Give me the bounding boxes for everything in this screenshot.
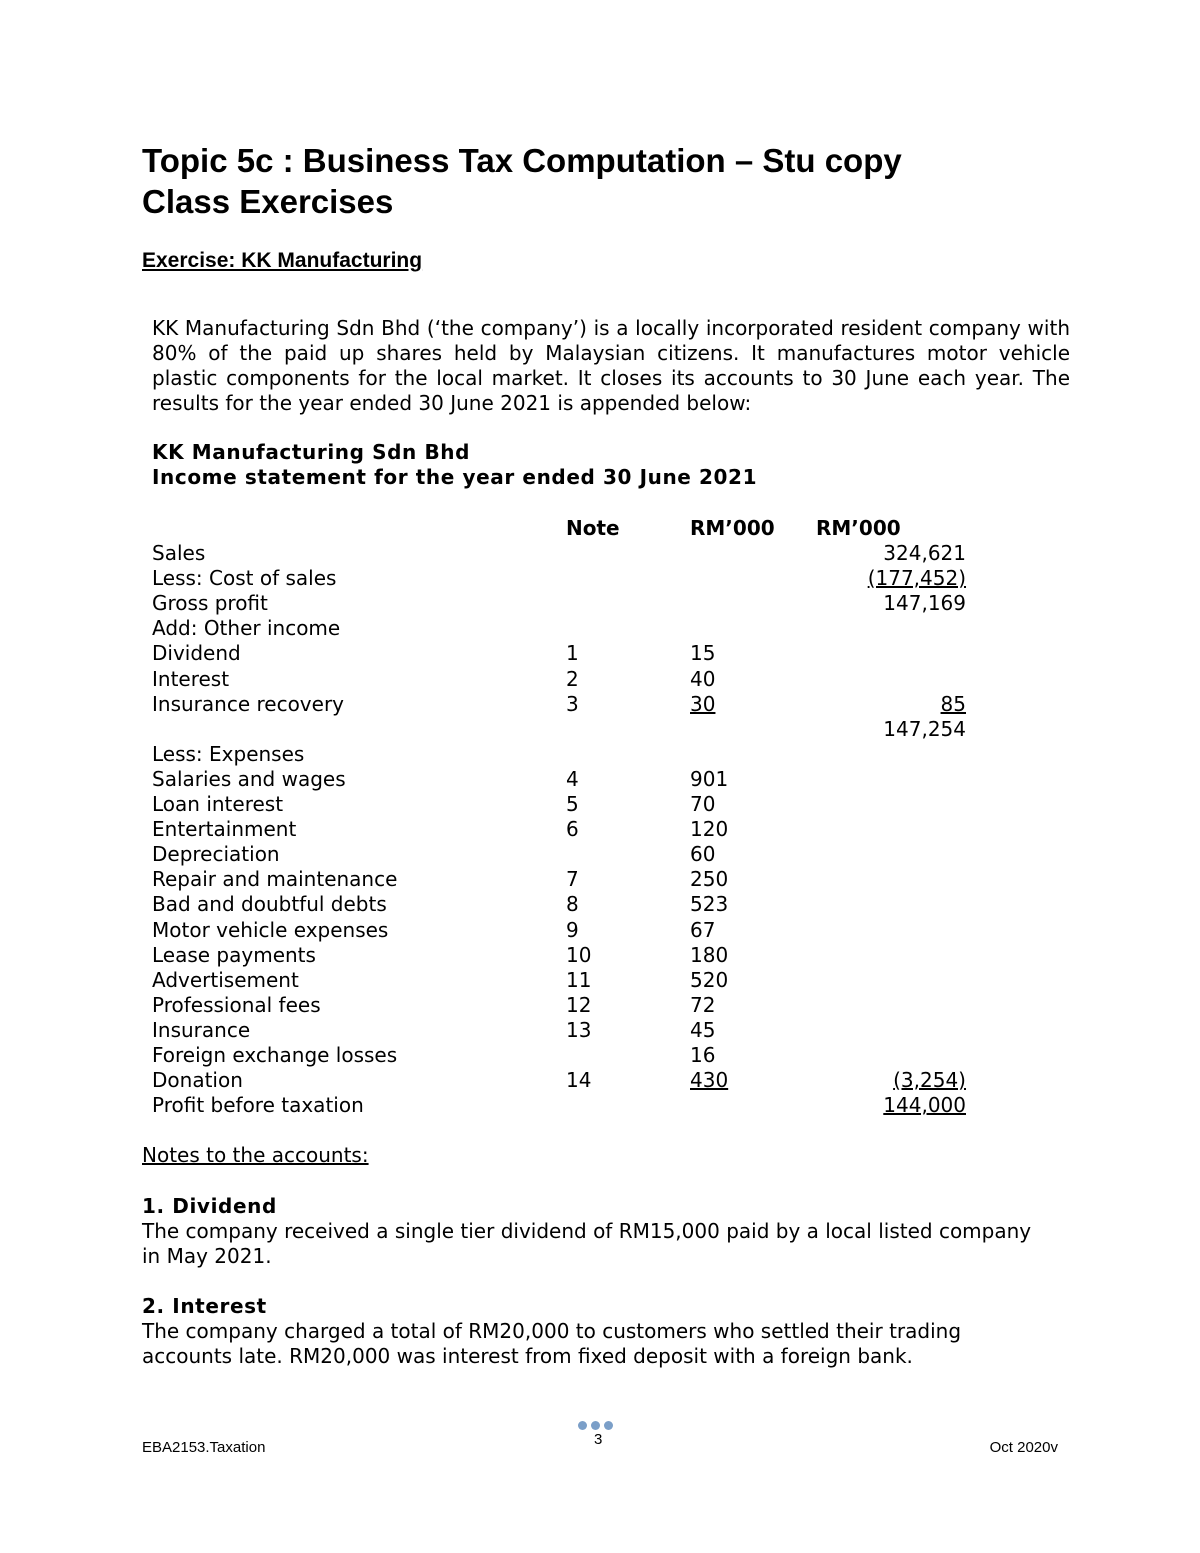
row-note: 10 [566, 942, 592, 967]
row-note: 11 [566, 967, 592, 992]
header-rm1: RM’000 [690, 516, 775, 540]
table-row [152, 717, 1052, 742]
table-row [152, 591, 1052, 616]
row-rm1: 67 [690, 917, 716, 942]
header-note: Note [566, 516, 620, 540]
row-rm1: 72 [690, 992, 716, 1017]
row-rm1: 901 [690, 766, 729, 791]
row-note: 8 [566, 892, 579, 917]
table-row [152, 943, 1052, 968]
row-label: Lease payments [152, 942, 316, 967]
row-note: 3 [566, 691, 579, 716]
row-rm1: 40 [690, 666, 716, 691]
row-rm1: 120 [690, 817, 729, 842]
row-rm2: (177,452) [867, 566, 966, 591]
row-label: Salaries and wages [152, 766, 346, 791]
notes-heading: Notes to the accounts: [142, 1143, 369, 1167]
row-label: Repair and maintenance [152, 867, 398, 892]
table-row [152, 541, 1052, 566]
row-label: Profit before taxation [152, 1093, 364, 1118]
row-label: Add: Other income [152, 616, 341, 641]
table-row [152, 616, 1052, 641]
row-note: 9 [566, 917, 579, 942]
row-rm2: 147,254 [883, 716, 966, 741]
row-note: 1 [566, 641, 579, 666]
row-note: 13 [566, 1017, 592, 1042]
row-rm1: 250 [690, 867, 729, 892]
row-label: Depreciation [152, 842, 280, 867]
row-label: Motor vehicle expenses [152, 917, 389, 942]
table-row [152, 1068, 1052, 1093]
row-rm1: 16 [690, 1043, 716, 1067]
row-label: Interest [152, 666, 230, 691]
row-label: Gross profit [152, 591, 268, 616]
footer-dots-icon [578, 1415, 622, 1427]
row-label: Donation [152, 1068, 243, 1093]
footer-version: Oct 2020v [989, 1439, 1058, 1456]
row-label: Professional fees [152, 992, 321, 1017]
row-rm1: 523 [690, 892, 729, 917]
table-row [152, 767, 1052, 792]
table-row [152, 692, 1052, 717]
row-label: Advertisement [152, 967, 299, 992]
row-note: 14 [566, 1068, 592, 1093]
row-rm2: 147,169 [883, 591, 966, 616]
table-row [152, 742, 1052, 767]
row-rm1: 60 [690, 842, 716, 867]
row-rm1: 30 [690, 691, 716, 716]
note-2-body: The company charged a total of RM20,000 to customers who settled their trading accounts late. RM20,000 was interest from fixed deposit with a foreign bank. [142, 1319, 962, 1368]
table-row [152, 817, 1052, 842]
row-label: Dividend [152, 641, 241, 666]
row-note: 5 [566, 792, 579, 816]
table-row [152, 968, 1052, 993]
row-label: Less: Expenses [152, 741, 305, 766]
row-note: 7 [566, 867, 579, 892]
row-rm1: 520 [690, 967, 729, 992]
row-rm2: (3,254) [893, 1068, 966, 1093]
page-number: 3 [594, 1431, 603, 1448]
row-rm2: 324,621 [883, 541, 966, 565]
row-rm1: 70 [690, 792, 716, 816]
header-rm2: RM’000 [816, 516, 901, 540]
row-rm2: 85 [940, 691, 966, 716]
table-row [152, 1093, 1052, 1118]
table-row [152, 641, 1052, 666]
table-row [152, 1043, 1052, 1068]
statement-header-row [152, 516, 1052, 541]
note-1-body: The company received a single tier dividend of RM15,000 paid by a local listed company in May 2021. [142, 1219, 1032, 1268]
table-row [152, 667, 1052, 692]
row-label: Entertainment [152, 817, 297, 842]
row-rm1: 180 [690, 942, 729, 967]
row-note: 12 [566, 992, 592, 1017]
page-title [142, 140, 1102, 222]
note-1-title: 1. Dividend [142, 1194, 277, 1218]
row-label: Bad and doubtful debts [152, 892, 387, 917]
statement-subtitle: Income statement for the year ended 30 June 2021 [152, 465, 758, 489]
row-label: Insurance recovery [152, 691, 345, 716]
row-label: Less: Cost of sales [152, 566, 337, 591]
statement-company: KK Manufacturing Sdn Bhd [152, 440, 471, 464]
row-rm1: 45 [690, 1017, 716, 1042]
table-row [152, 792, 1052, 817]
row-rm1: 15 [690, 641, 716, 666]
table-row [152, 892, 1052, 917]
note-2-title: 2. Interest [142, 1294, 267, 1318]
exercise-heading: Exercise: KK Manufacturing [142, 249, 423, 272]
row-label: Sales [152, 541, 206, 565]
row-note: 2 [566, 666, 579, 691]
row-label: Foreign exchange losses [152, 1043, 398, 1067]
table-row [152, 1018, 1052, 1043]
row-rm1: 430 [690, 1068, 729, 1093]
table-row [152, 993, 1052, 1018]
table-row [152, 566, 1052, 591]
row-label: Insurance [152, 1017, 251, 1042]
intro-paragraph: KK Manufacturing Sdn Bhd (‘the company’) is a locally incorporated resident company with 80% of the paid up shares held by Malaysian citizens. It manufactures motor vehicle plastic components for the local market. It closes its accounts to 30 June each year. The results for the year ended 30 June 2021 is appended below: [152, 316, 1070, 415]
table-row [152, 842, 1052, 867]
row-label: Loan interest [152, 792, 284, 816]
title-line-1: Topic 5c : Business Tax Computation – Stu copy [142, 142, 902, 179]
row-note: 4 [566, 766, 579, 791]
table-row [152, 867, 1052, 892]
row-rm2: 144,000 [883, 1093, 966, 1118]
table-row [152, 918, 1052, 943]
title-line-2: Class Exercises [142, 183, 394, 220]
row-note: 6 [566, 817, 579, 842]
footer-course: EBA2153.Taxation [142, 1439, 266, 1456]
